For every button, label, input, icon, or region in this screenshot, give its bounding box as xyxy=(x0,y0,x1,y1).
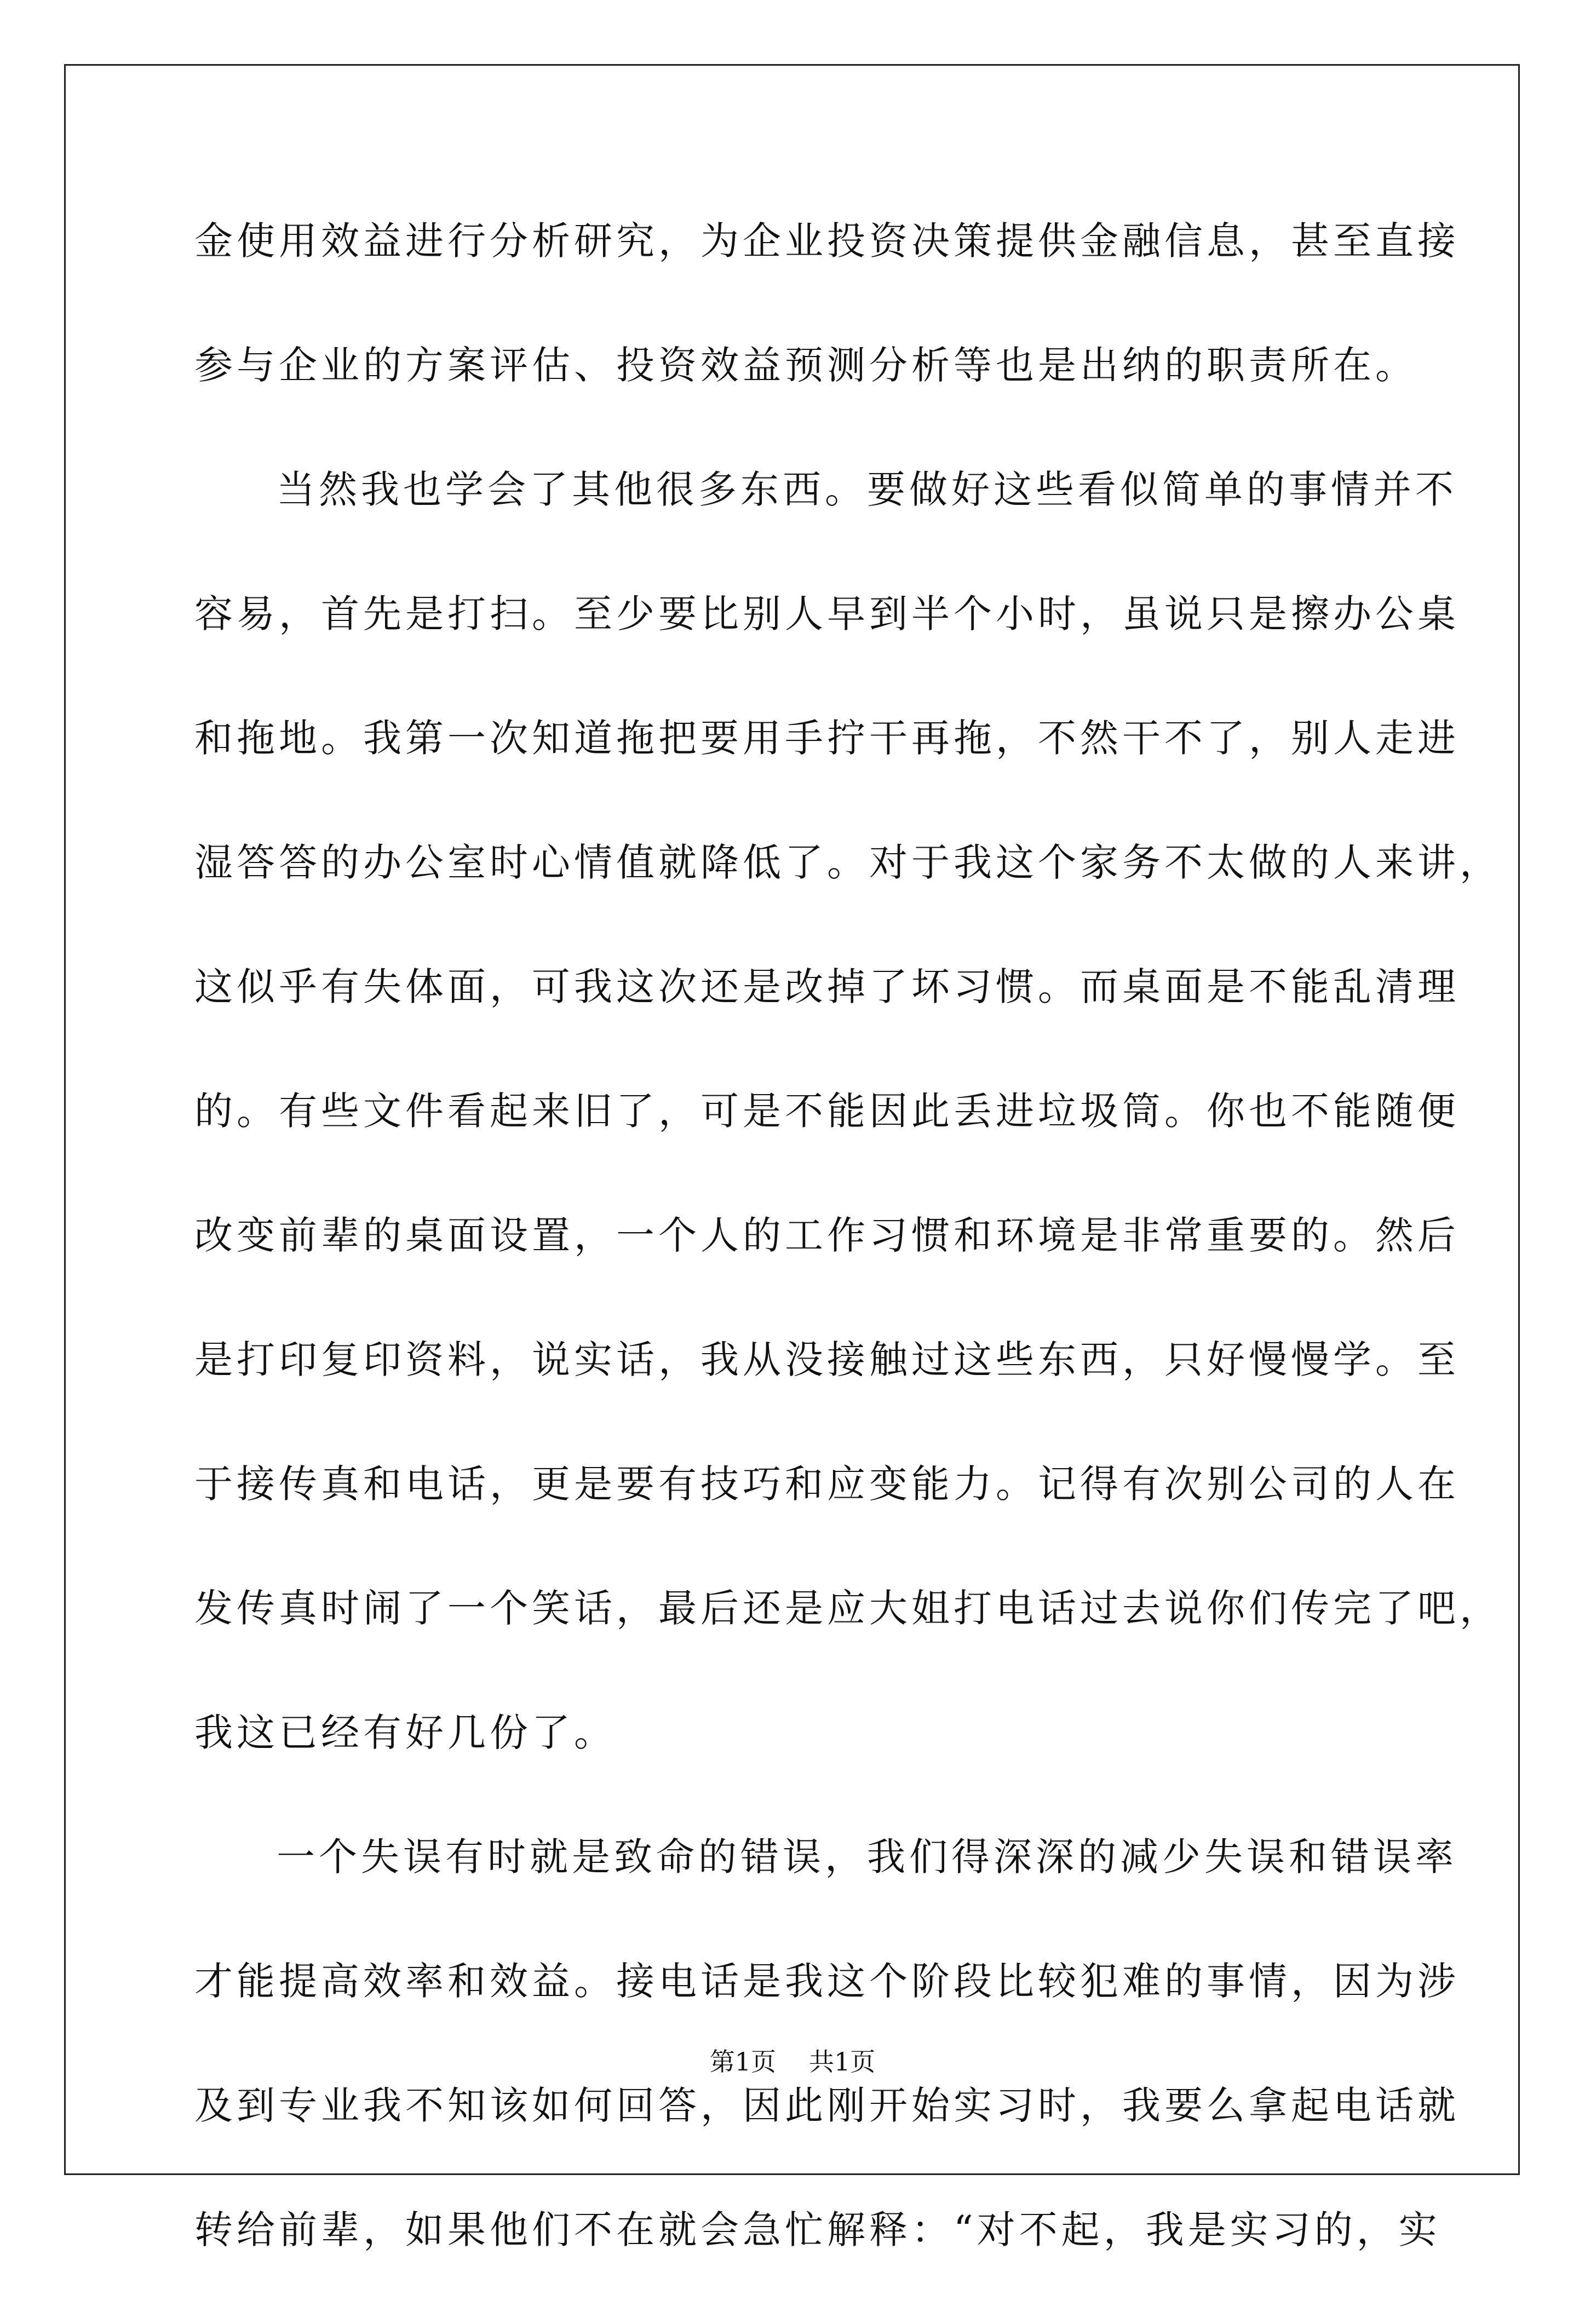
text-line: 的。有些文件看起来旧了，可是不能因此丢进垃圾筒。你也不能随便 xyxy=(194,1089,1460,1134)
paragraph xyxy=(194,459,1502,1827)
document-body xyxy=(194,211,1502,2324)
text-line: 参与企业的方案评估、投资效益预测分析等也是出纳的职责所在。 xyxy=(194,343,1417,388)
text-line: 及到专业我不知该如何回答，因此刚开始实习时，我要么拿起电话就 xyxy=(194,2083,1460,2128)
text-line: 湿答答的办公室时心情值就降低了。对于我这个家务不太做的人来讲， xyxy=(194,840,1502,885)
text-line: 发传真时闹了一个笑话，最后还是应大姐打电话过去说你们传完了吧， xyxy=(194,1586,1502,1631)
text-line: 当然我也学会了其他很多东西。要做好这些看似简单的事情并不 xyxy=(277,467,1457,512)
text-line: 容易，首先是打扫。至少要比别人早到半个小时，虽说只是擦办公桌 xyxy=(194,591,1460,636)
text-line: 一个失误有时就是致命的错误，我们得深深的减少失误和错误率 xyxy=(277,1834,1457,1879)
page-number: 第1页 xyxy=(709,2047,776,2076)
page-footer xyxy=(0,2045,1585,2078)
page-total: 共1页 xyxy=(809,2047,876,2076)
text-line: 是打印复印资料，说实话，我从没接触过这些东西，只好慢慢学。至 xyxy=(194,1337,1460,1382)
text-line: 和拖地。我第一次知道拖把要用手拧干再拖，不然干不了，别人走进 xyxy=(194,716,1460,761)
text-line: 才能提高效率和效益。接电话是我这个阶段比较犯难的事情，因为涉 xyxy=(194,1959,1460,2004)
text-line: 于接传真和电话，更是要有技巧和应变能力。记得有次别公司的人在 xyxy=(194,1462,1460,1506)
text-line: 转给前辈，如果他们不在就会急忙解释：“对不起，我是实习的，实 xyxy=(194,2207,1441,2252)
text-line: 这似乎有失体面，可我这次还是改掉了坏习惯。而桌面是不能乱清理 xyxy=(194,964,1460,1009)
text-line: 我这已经有好几份了。 xyxy=(194,1710,616,1755)
paragraph xyxy=(194,211,1460,459)
text-line: 金使用效益进行分析研究，为企业投资决策提供金融信息，甚至直接 xyxy=(194,218,1460,263)
text-line: 改变前辈的桌面设置，一个人的工作习惯和环境是非常重要的。然后 xyxy=(194,1213,1460,1258)
